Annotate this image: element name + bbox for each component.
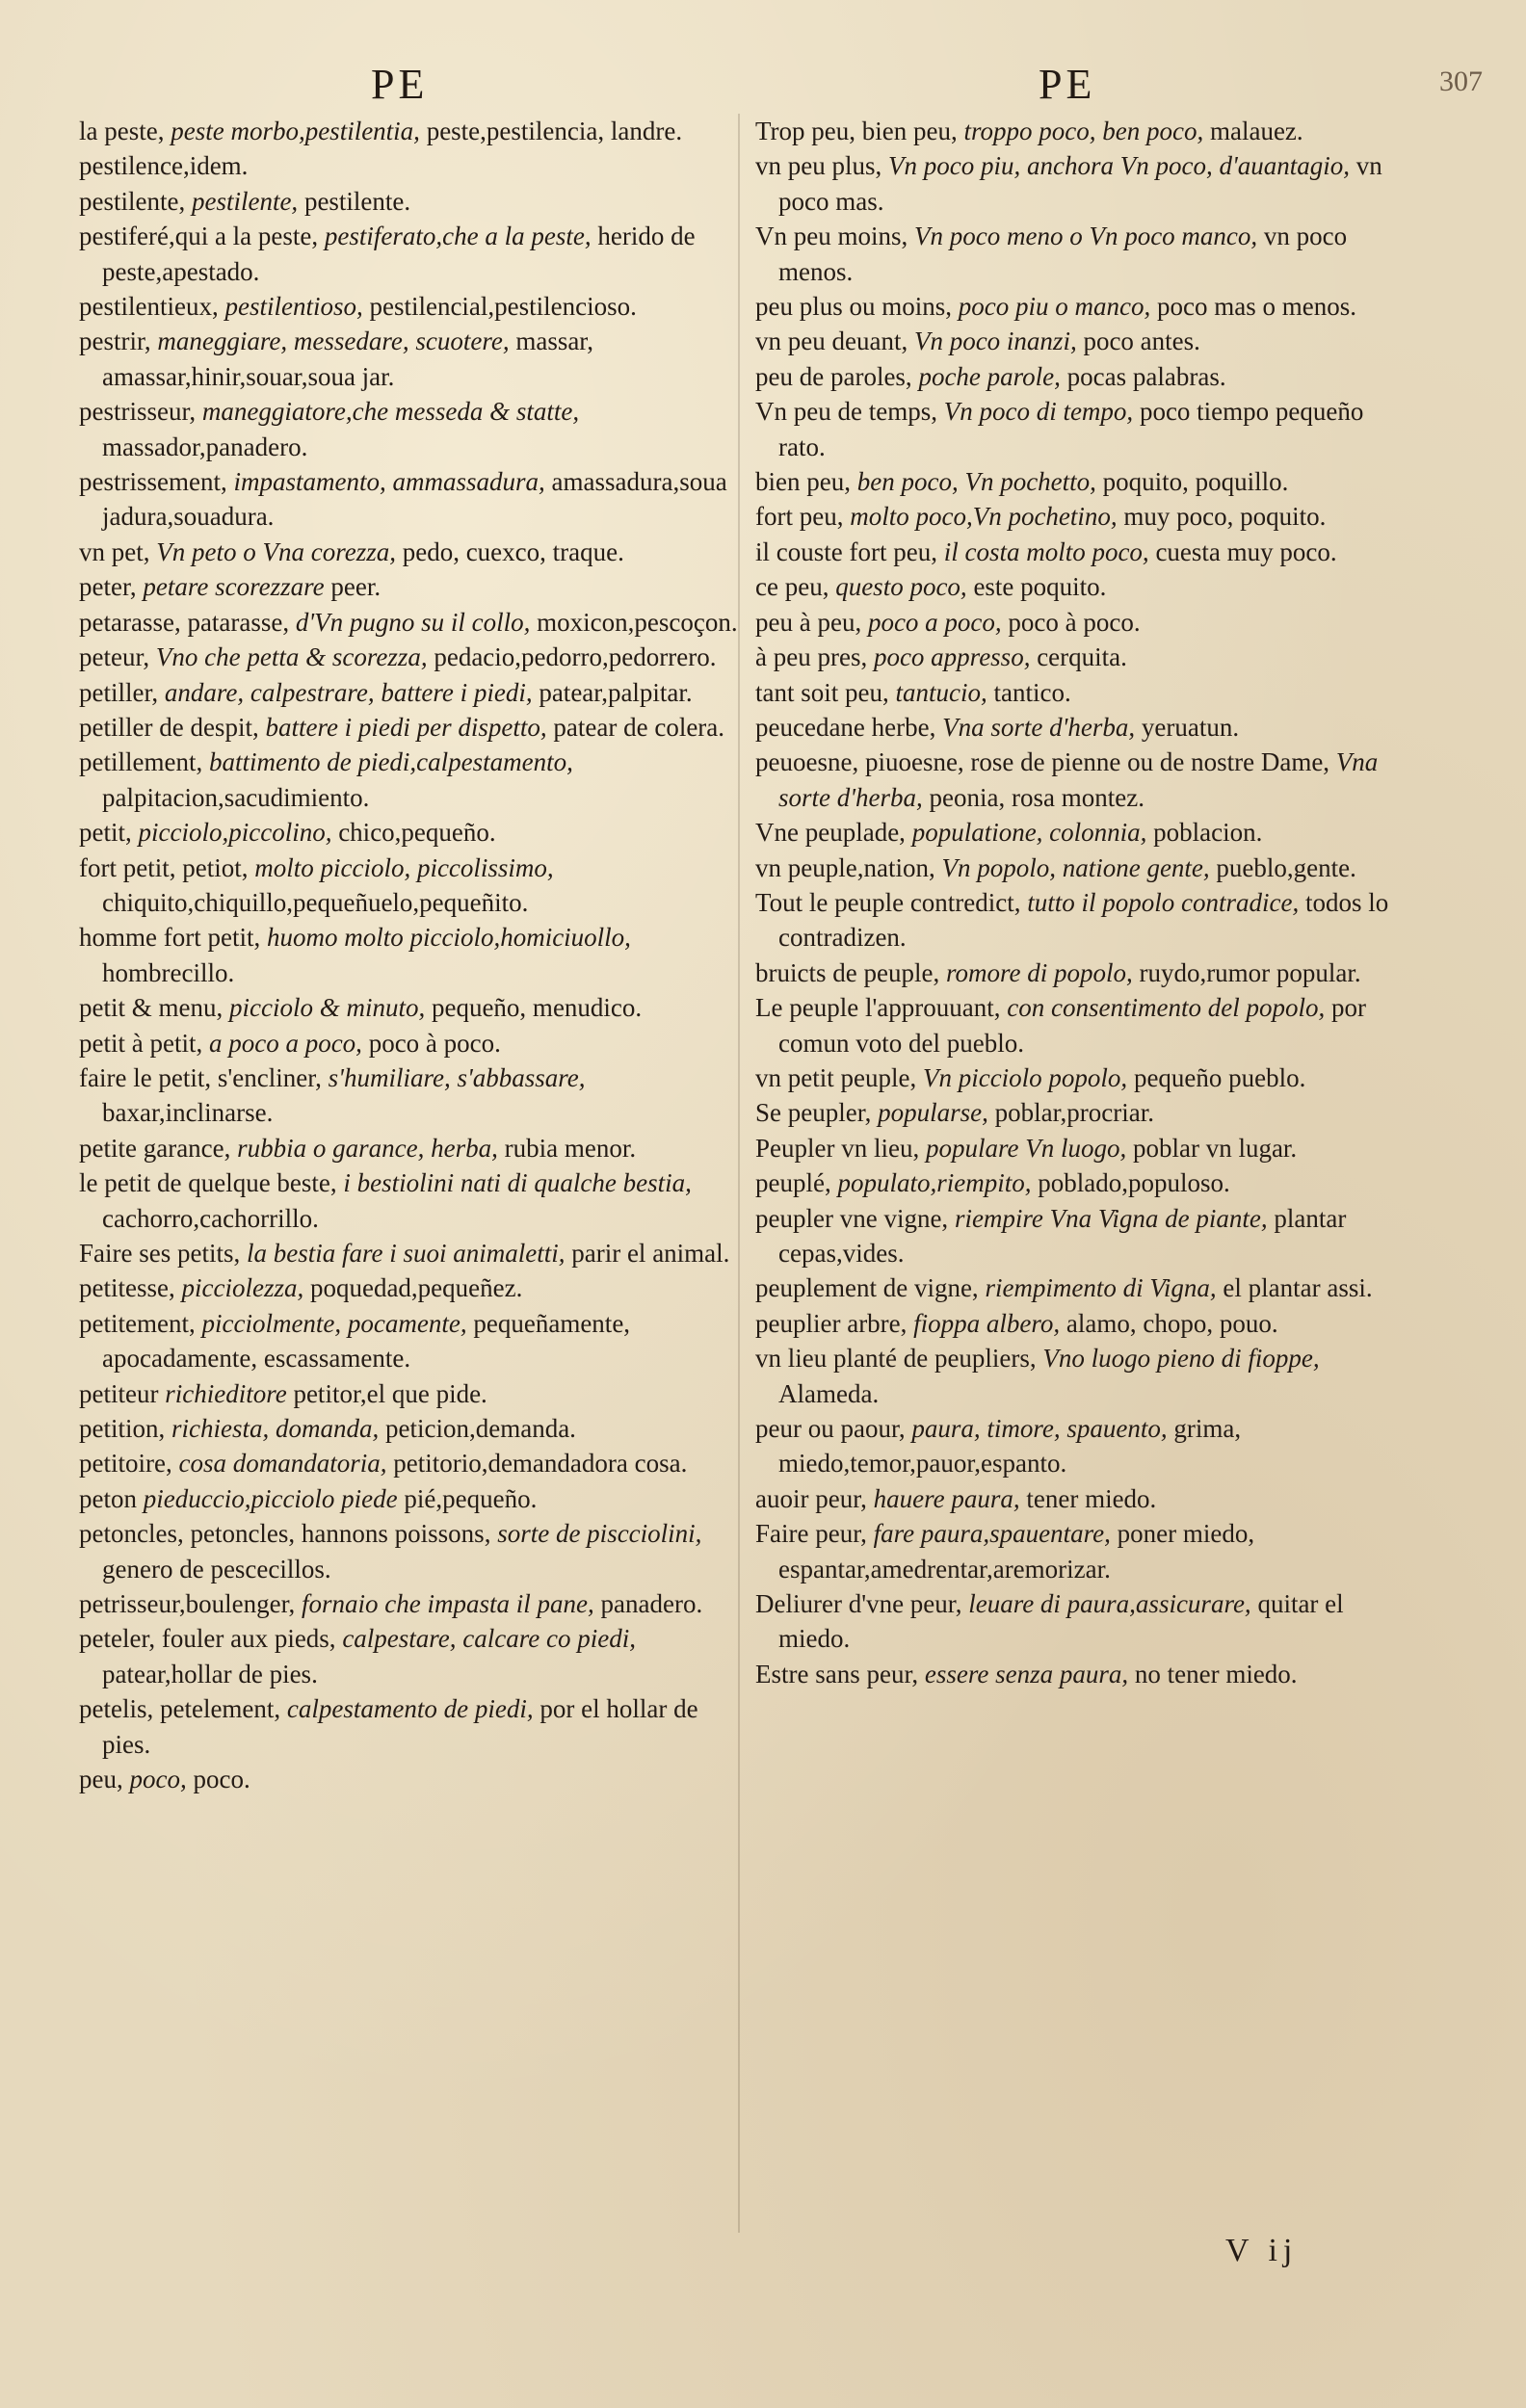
dictionary-entry — [79, 1060, 744, 1131]
entry-italian: populato,riempito, — [837, 1168, 1032, 1198]
entry-italian: richiesta, domanda, — [171, 1414, 380, 1444]
entry-italian: calpestare, calcare co piedi, — [342, 1624, 636, 1654]
dictionary-entry — [755, 535, 1401, 569]
entry-french: peu de paroles, — [755, 361, 912, 391]
entry-french: peuoesne, piuoesne, rose de pienne ou de nostre Dame, — [755, 747, 1330, 777]
entry-italian: Vn peto o Vna corezza, — [156, 537, 396, 566]
entry-spanish: yeruatun. — [1141, 712, 1240, 742]
entry-french: petiller, — [79, 677, 159, 707]
entry-spanish: poco mas o menos. — [1156, 292, 1356, 322]
entry-french: vn lieu planté de peupliers, — [755, 1344, 1037, 1374]
entry-italian: populatione, colonnia, — [911, 818, 1147, 848]
entry-french: pestrisseur, — [79, 397, 197, 427]
entry-spanish: rubia menor. — [504, 1133, 637, 1163]
entry-french: pestrir, — [79, 327, 151, 356]
dictionary-entry — [79, 1270, 744, 1305]
entry-french: bruicts de peuple, — [755, 957, 940, 987]
entry-french: peteur, — [79, 642, 150, 672]
entry-french: vn pet, — [79, 537, 150, 566]
dictionary-entry — [755, 605, 1401, 640]
entry-spanish: pedacio,pedorro,pedorrero. — [434, 642, 717, 672]
entry-italian: calpestamento de piedi, — [286, 1694, 534, 1724]
entry-french: à peu pres, — [755, 642, 868, 672]
dictionary-entry — [79, 1446, 744, 1480]
entry-italian: Vn popolo, natione gente, — [941, 852, 1210, 882]
dictionary-entry — [755, 1657, 1401, 1691]
dictionary-entry — [79, 148, 744, 183]
dictionary-entry — [79, 605, 744, 640]
entry-italian: peste morbo,pestilentia, — [171, 117, 420, 145]
entry-spanish: peste,pestilencia, landre. — [426, 117, 683, 145]
entry-italian: Vn poco piu, anchora Vn poco, d'auantagio, — [888, 151, 1350, 181]
entry-spanish: pedo, cuexco, traque. — [402, 537, 624, 566]
entry-italian: popularse, — [878, 1098, 988, 1128]
entry-italian: hauere paura, — [873, 1483, 1020, 1513]
dictionary-entry — [755, 815, 1401, 850]
dictionary-entry — [755, 1516, 1401, 1586]
entry-spanish: pueblo,gente. — [1216, 852, 1356, 882]
entry-italian: Vno luogo pieno di fioppe, — [1042, 1344, 1320, 1374]
entry-spanish: poco antes. — [1083, 327, 1200, 356]
entry-italian: molto poco,Vn pochetino, — [850, 502, 1118, 532]
entry-french: petiller de despit, — [79, 712, 259, 742]
entry-french: peucedane herbe, — [755, 712, 936, 742]
entry-spanish: este poquito. — [973, 572, 1107, 602]
entry-italian: molto picciolo, piccolissimo, — [254, 852, 554, 882]
entry-spanish: todos lo contradizen. — [778, 887, 1389, 953]
dictionary-entry — [79, 675, 744, 710]
entry-french: vn peu deuant, — [755, 327, 908, 356]
entry-french: peton — [79, 1483, 137, 1513]
dictionary-entry — [79, 184, 744, 219]
dictionary-entry — [79, 1481, 744, 1516]
entry-french: Vne peuplade, — [755, 818, 906, 848]
dictionary-entry — [755, 359, 1401, 394]
entry-spanish: cachorro,cachorrillo. — [102, 1203, 319, 1233]
entry-italian: poco appresso, — [873, 642, 1031, 672]
dictionary-entry — [79, 640, 744, 674]
entry-italian: fare paura,spauentare, — [873, 1519, 1111, 1549]
entry-italian: pestiferato,che a la peste, — [324, 222, 592, 251]
entry-french: pestrissement, — [79, 467, 227, 497]
dictionary-entry — [755, 114, 1401, 148]
dictionary-entry — [79, 114, 744, 148]
dictionary-entry — [755, 1341, 1401, 1411]
entry-italian: battere i piedi per dispetto, — [265, 712, 547, 742]
running-head-left: PE — [371, 61, 429, 108]
entry-french: peuplé, — [755, 1168, 831, 1198]
entry-italian: pestilentioso, — [224, 292, 363, 322]
entry-french: petit, — [79, 818, 132, 848]
dictionary-entry — [755, 569, 1401, 604]
entry-french: Se peupler, — [755, 1098, 872, 1128]
entry-french: petitement, — [79, 1308, 196, 1338]
entry-spanish: cuesta muy poco. — [1155, 537, 1337, 566]
entry-italian: poco a poco, — [867, 607, 1002, 637]
dictionary-entry — [755, 955, 1401, 990]
entry-spanish: herido de peste,apestado. — [102, 222, 696, 286]
entry-spanish: panadero. — [600, 1589, 703, 1619]
entry-spanish: chiquito,chiquillo,pequeñuelo,pequeñito. — [102, 887, 529, 917]
entry-italian: Vna sorte d'herba, — [778, 747, 1379, 812]
entry-spanish: grima, miedo,temor,pauor,espanto. — [778, 1414, 1242, 1479]
running-head-right: PE — [1039, 61, 1096, 108]
entry-spanish: patear,hollar de pies. — [102, 1659, 318, 1688]
dictionary-entry — [755, 1270, 1401, 1305]
entry-french: tant soit peu, — [755, 677, 889, 707]
entry-italian: richieditore — [165, 1378, 287, 1408]
entry-french: peupler vne vigne, — [755, 1203, 949, 1233]
dictionary-entry — [79, 569, 744, 604]
entry-french: la peste, — [79, 117, 165, 145]
entry-italian: Vn poco inanzi, — [913, 327, 1077, 356]
entry-italian: Vn poco meno o Vn poco manco, — [914, 222, 1258, 251]
entry-spanish: poblacion. — [1153, 818, 1263, 848]
entry-spanish: pequeñamente, apocadamente, escassamente. — [102, 1308, 631, 1374]
entry-italian: essere senza paura, — [924, 1659, 1129, 1688]
entry-spanish: massar, amassar,hinir,souar,soua jar. — [102, 327, 593, 391]
entry-italian: il costa molto poco, — [943, 537, 1149, 566]
entry-french: pestilence,idem. — [79, 151, 249, 181]
dictionary-entry — [79, 710, 744, 745]
dictionary-entry — [79, 1165, 744, 1236]
entry-italian: fioppa albero, — [913, 1308, 1061, 1338]
entry-spanish: peer. — [330, 572, 382, 602]
signature-mark: V ij — [1225, 2233, 1299, 2268]
entry-french: pestilentieux, — [79, 292, 219, 322]
entry-french: petitesse, — [79, 1273, 175, 1303]
entry-spanish: Alameda. — [778, 1378, 880, 1408]
dictionary-entry — [79, 1621, 744, 1691]
entry-french: Estre sans peur, — [755, 1659, 919, 1688]
entry-spanish: peticion,demanda. — [385, 1414, 576, 1444]
entry-french: vn peu plus, — [755, 151, 882, 181]
dictionary-entry — [755, 675, 1401, 710]
dictionary-entry — [79, 1516, 744, 1586]
dictionary-entry — [79, 289, 744, 324]
dictionary-entry — [755, 464, 1401, 499]
entry-spanish: massador,panadero. — [102, 432, 308, 461]
dictionary-entry — [79, 324, 744, 394]
entry-french: Peupler vn lieu, — [755, 1133, 920, 1163]
entry-italian: troppo poco, ben poco, — [963, 117, 1204, 145]
entry-italian: Vn poco di tempo, — [943, 397, 1134, 427]
entry-italian: rubbia o garance, herba, — [237, 1133, 498, 1163]
entry-italian: la bestia fare i suoi animaletti, — [246, 1239, 566, 1268]
column-divider — [738, 114, 740, 2233]
entry-spanish: pié,pequeño. — [404, 1483, 538, 1513]
dictionary-entry — [755, 1201, 1401, 1271]
entry-spanish: hombrecillo. — [102, 957, 235, 987]
entry-spanish: por comun voto del pueblo. — [778, 993, 1366, 1058]
entry-french: petitoire, — [79, 1449, 172, 1479]
entry-italian: poche parole, — [918, 361, 1061, 391]
dictionary-entry — [755, 499, 1401, 534]
dictionary-entry — [755, 640, 1401, 674]
dictionary-entry — [79, 1306, 744, 1376]
entry-french: il couste fort peu, — [755, 537, 937, 566]
entry-french: Faire ses petits, — [79, 1239, 241, 1268]
entry-french: petelis, petelement, — [79, 1694, 281, 1724]
entry-spanish: petitorio,demandadora cosa. — [393, 1449, 688, 1479]
entry-italian: ben poco, Vn pochetto, — [856, 467, 1096, 497]
entry-french: Vn peu de temps, — [755, 397, 937, 427]
entry-spanish: vn poco menos. — [778, 222, 1348, 286]
entry-italian: d'Vn pugno su il collo, — [295, 607, 531, 637]
dictionary-entry — [755, 745, 1401, 815]
dictionary-entry — [755, 885, 1401, 955]
dictionary-entry — [755, 1586, 1401, 1657]
entry-french: peur ou paour, — [755, 1414, 906, 1444]
entry-spanish: quitar el miedo. — [778, 1589, 1344, 1654]
entry-italian: leuare di paura,assicurare, — [968, 1589, 1251, 1619]
entry-spanish: chico,pequeño. — [338, 818, 496, 848]
entry-italian: picciolo & minuto, — [228, 993, 426, 1023]
entry-italian: riempimento di Vigna, — [985, 1273, 1217, 1303]
dictionary-entry — [79, 745, 744, 815]
entry-italian: romore di popolo, — [945, 957, 1133, 987]
entry-french: auoir peur, — [755, 1483, 867, 1513]
dictionary-entry — [79, 990, 744, 1025]
entry-italian: tutto il popolo contradice, — [1027, 887, 1300, 917]
entry-spanish: patear de colera. — [553, 712, 725, 742]
entry-spanish: poblar vn lugar. — [1132, 1133, 1298, 1163]
entry-italian: huomo molto picciolo,homiciuollo, — [266, 923, 631, 953]
entry-italian: poco piu o manco, — [958, 292, 1151, 322]
entry-spanish: poco à poco. — [368, 1028, 501, 1058]
entry-italian: maneggiare, messedare, scuotere, — [157, 327, 510, 356]
entry-french: Le peuple l'approuuant, — [755, 993, 1001, 1023]
dictionary-entry — [755, 990, 1401, 1060]
entry-italian: pestilente, — [191, 186, 299, 216]
entry-french: peteler, fouler aux pieds, — [79, 1624, 336, 1654]
entry-french: peuplier arbre, — [755, 1308, 908, 1338]
entry-spanish: ruydo,rumor popular. — [1139, 957, 1361, 987]
entry-italian: Vna sorte d'herba, — [942, 712, 1136, 742]
entry-spanish: poner miedo, espantar,amedrentar,aremorizar. — [778, 1519, 1255, 1584]
dictionary-entry — [79, 464, 744, 535]
entry-spanish: pequeño, menudico. — [431, 993, 643, 1023]
dictionary-entry — [755, 324, 1401, 358]
entry-italian: cosa domandatoria, — [178, 1449, 387, 1479]
entry-italian: sorte de piscciolini, — [497, 1519, 702, 1549]
entry-spanish: peonia, rosa montez. — [929, 782, 1144, 812]
dictionary-entry — [79, 1411, 744, 1446]
dictionary-entry — [755, 1306, 1401, 1341]
entry-spanish: poblado,populoso. — [1038, 1168, 1230, 1198]
entry-italian: poco, — [129, 1765, 187, 1794]
entry-french: petite garance, — [79, 1133, 231, 1163]
entry-french: peter, — [79, 572, 137, 602]
entry-spanish: malauez. — [1209, 117, 1303, 145]
dictionary-entry — [79, 1762, 744, 1796]
entry-french: vn peuple,nation, — [755, 852, 935, 882]
entry-italian: populare Vn luogo, — [925, 1133, 1127, 1163]
entry-spanish: plantar cepas,vides. — [778, 1203, 1347, 1268]
entry-spanish: vn poco mas. — [778, 151, 1382, 216]
entry-italian: Vn picciolo popolo, — [922, 1062, 1128, 1092]
dictionary-entry — [79, 851, 744, 921]
entry-italian: i bestiolini nati di qualche bestia, — [343, 1168, 692, 1198]
entry-french: pestiferé,qui a la peste, — [79, 222, 319, 251]
dictionary-entry — [755, 1095, 1401, 1130]
entry-spanish: cerquita. — [1037, 642, 1127, 672]
entry-spanish: tantico. — [993, 677, 1071, 707]
entry-italian: battimento de piedi,calpestamento, — [208, 747, 573, 777]
entry-french: peuplement de vigne, — [755, 1273, 979, 1303]
entry-spanish: palpitacion,sacudimiento. — [102, 782, 370, 812]
dictionary-entry — [79, 1026, 744, 1060]
entry-spanish: poquito, poquillo. — [1102, 467, 1289, 497]
entry-spanish: patear,palpitar. — [539, 677, 693, 707]
entry-french: homme fort petit, — [79, 923, 261, 953]
dictionary-entry — [755, 219, 1401, 289]
entry-italian: pieduccio,picciolo piede — [143, 1483, 398, 1513]
entry-french: petarasse, patarasse, — [79, 607, 290, 637]
dictionary-entry — [755, 289, 1401, 324]
entry-french: bien peu, — [755, 467, 851, 497]
entry-spanish: parir el animal. — [571, 1239, 730, 1268]
dictionary-entry — [755, 1481, 1401, 1516]
entry-spanish: moxicon,pescoçon. — [537, 607, 738, 637]
entry-french: le petit de quelque beste, — [79, 1168, 337, 1198]
entry-french: Tout le peuple contredict, — [755, 887, 1021, 917]
dictionary-entry — [79, 394, 744, 464]
dictionary-entry — [79, 219, 744, 289]
entry-italian: picciolmente, pocamente, — [201, 1308, 467, 1338]
entry-italian: con consentimento del popolo, — [1007, 993, 1326, 1023]
entry-spanish: poquedad,pequeñez. — [309, 1273, 523, 1303]
entry-spanish: amassadura,soua jadura,souadura. — [102, 467, 727, 532]
entry-spanish: muy poco, poquito. — [1123, 502, 1327, 532]
entry-french: Vn peu moins, — [755, 222, 908, 251]
entry-french: petoncles, petoncles, hannons poissons, — [79, 1519, 491, 1549]
entry-spanish: alamo, chopo, pouo. — [1066, 1308, 1278, 1338]
dictionary-entry — [755, 394, 1401, 464]
dictionary-entry — [79, 1376, 744, 1411]
entry-italian: picciolezza, — [181, 1273, 304, 1303]
dictionary-entry — [755, 851, 1401, 885]
dictionary-entry — [755, 1411, 1401, 1481]
dictionary-entry — [755, 148, 1401, 219]
entry-spanish: pestilencial,pestilencioso. — [369, 292, 637, 322]
entry-spanish: poco à poco. — [1008, 607, 1141, 637]
entry-french: pestilente, — [79, 186, 186, 216]
entry-italian: Vno che petta & scorezza, — [155, 642, 428, 672]
entry-spanish: poco. — [193, 1765, 250, 1794]
entry-french: petiteur — [79, 1378, 159, 1408]
dictionary-entry — [755, 1165, 1401, 1200]
entry-french: Faire peur, — [755, 1519, 867, 1549]
entry-french: faire le petit, s'encliner, — [79, 1062, 322, 1092]
dictionary-entry — [755, 1060, 1401, 1095]
entry-french: peu plus ou moins, — [755, 292, 953, 322]
entry-spanish: pestilente. — [303, 186, 411, 216]
entry-italian: andare, calpestrare, battere i piedi, — [164, 677, 533, 707]
entry-spanish: poblar,procriar. — [994, 1098, 1154, 1128]
entry-italian: maneggiatore,che messeda & statte, — [201, 397, 580, 427]
right-column — [755, 114, 1401, 1691]
entry-italian: fornaio che impasta il pane, — [302, 1589, 594, 1619]
entry-italian: s'humiliare, s'abbassare, — [328, 1062, 586, 1092]
dictionary-entry — [79, 1236, 744, 1270]
left-column — [79, 114, 744, 1797]
entry-italian: paura, timore, spauento, — [911, 1414, 1168, 1444]
entry-italian: picciolo,piccolino, — [138, 818, 332, 848]
dictionary-entry — [79, 535, 744, 569]
dictionary-entry — [755, 710, 1401, 745]
dictionary-entry — [755, 1131, 1401, 1165]
entry-spanish: pequeño pueblo. — [1133, 1062, 1306, 1092]
page-number: 307 — [1439, 65, 1483, 97]
entry-spanish: petitor,el que pide. — [293, 1378, 487, 1408]
entry-french: Trop peu, bien peu, — [755, 117, 958, 145]
entry-italian: a poco a poco, — [208, 1028, 362, 1058]
entry-french: ce peu, — [755, 572, 829, 602]
entry-french: fort petit, petiot, — [79, 852, 249, 882]
entry-italian: impastamento, ammassadura, — [233, 467, 545, 497]
entry-french: petillement, — [79, 747, 203, 777]
entry-italian: tantucio, — [895, 677, 987, 707]
entry-french: fort peu, — [755, 502, 844, 532]
entry-spanish: el plantar assi. — [1223, 1273, 1373, 1303]
dictionary-entry — [79, 1586, 744, 1621]
entry-french: peu à peu, — [755, 607, 862, 637]
entry-spanish: pocas palabras. — [1066, 361, 1226, 391]
dictionary-entry — [79, 1691, 744, 1762]
entry-french: petition, — [79, 1414, 166, 1444]
entry-french: vn petit peuple, — [755, 1062, 917, 1092]
entry-italian: questo poco, — [835, 572, 967, 602]
entry-italian: petare scorezzare — [143, 572, 325, 602]
entry-spanish: tener miedo. — [1026, 1483, 1157, 1513]
entry-french: petrisseur,boulenger, — [79, 1589, 296, 1619]
entry-spanish: por el hollar de pies. — [102, 1694, 698, 1759]
entry-spanish: genero de pescecillos. — [102, 1554, 331, 1584]
entry-spanish: no tener miedo. — [1134, 1659, 1298, 1688]
entry-spanish: poco tiempo pequeño rato. — [778, 397, 1364, 461]
entry-french: Deliurer d'vne peur, — [755, 1589, 962, 1619]
dictionary-entry — [79, 1131, 744, 1165]
dictionary-entry — [79, 920, 744, 990]
entry-french: petit & menu, — [79, 993, 224, 1023]
entry-french: peu, — [79, 1765, 123, 1794]
entry-italian: riempire Vna Vigna de piante, — [954, 1203, 1268, 1233]
entry-french: petit à petit, — [79, 1028, 203, 1058]
dictionary-entry — [79, 815, 744, 850]
entry-spanish: baxar,inclinarse. — [102, 1098, 274, 1128]
